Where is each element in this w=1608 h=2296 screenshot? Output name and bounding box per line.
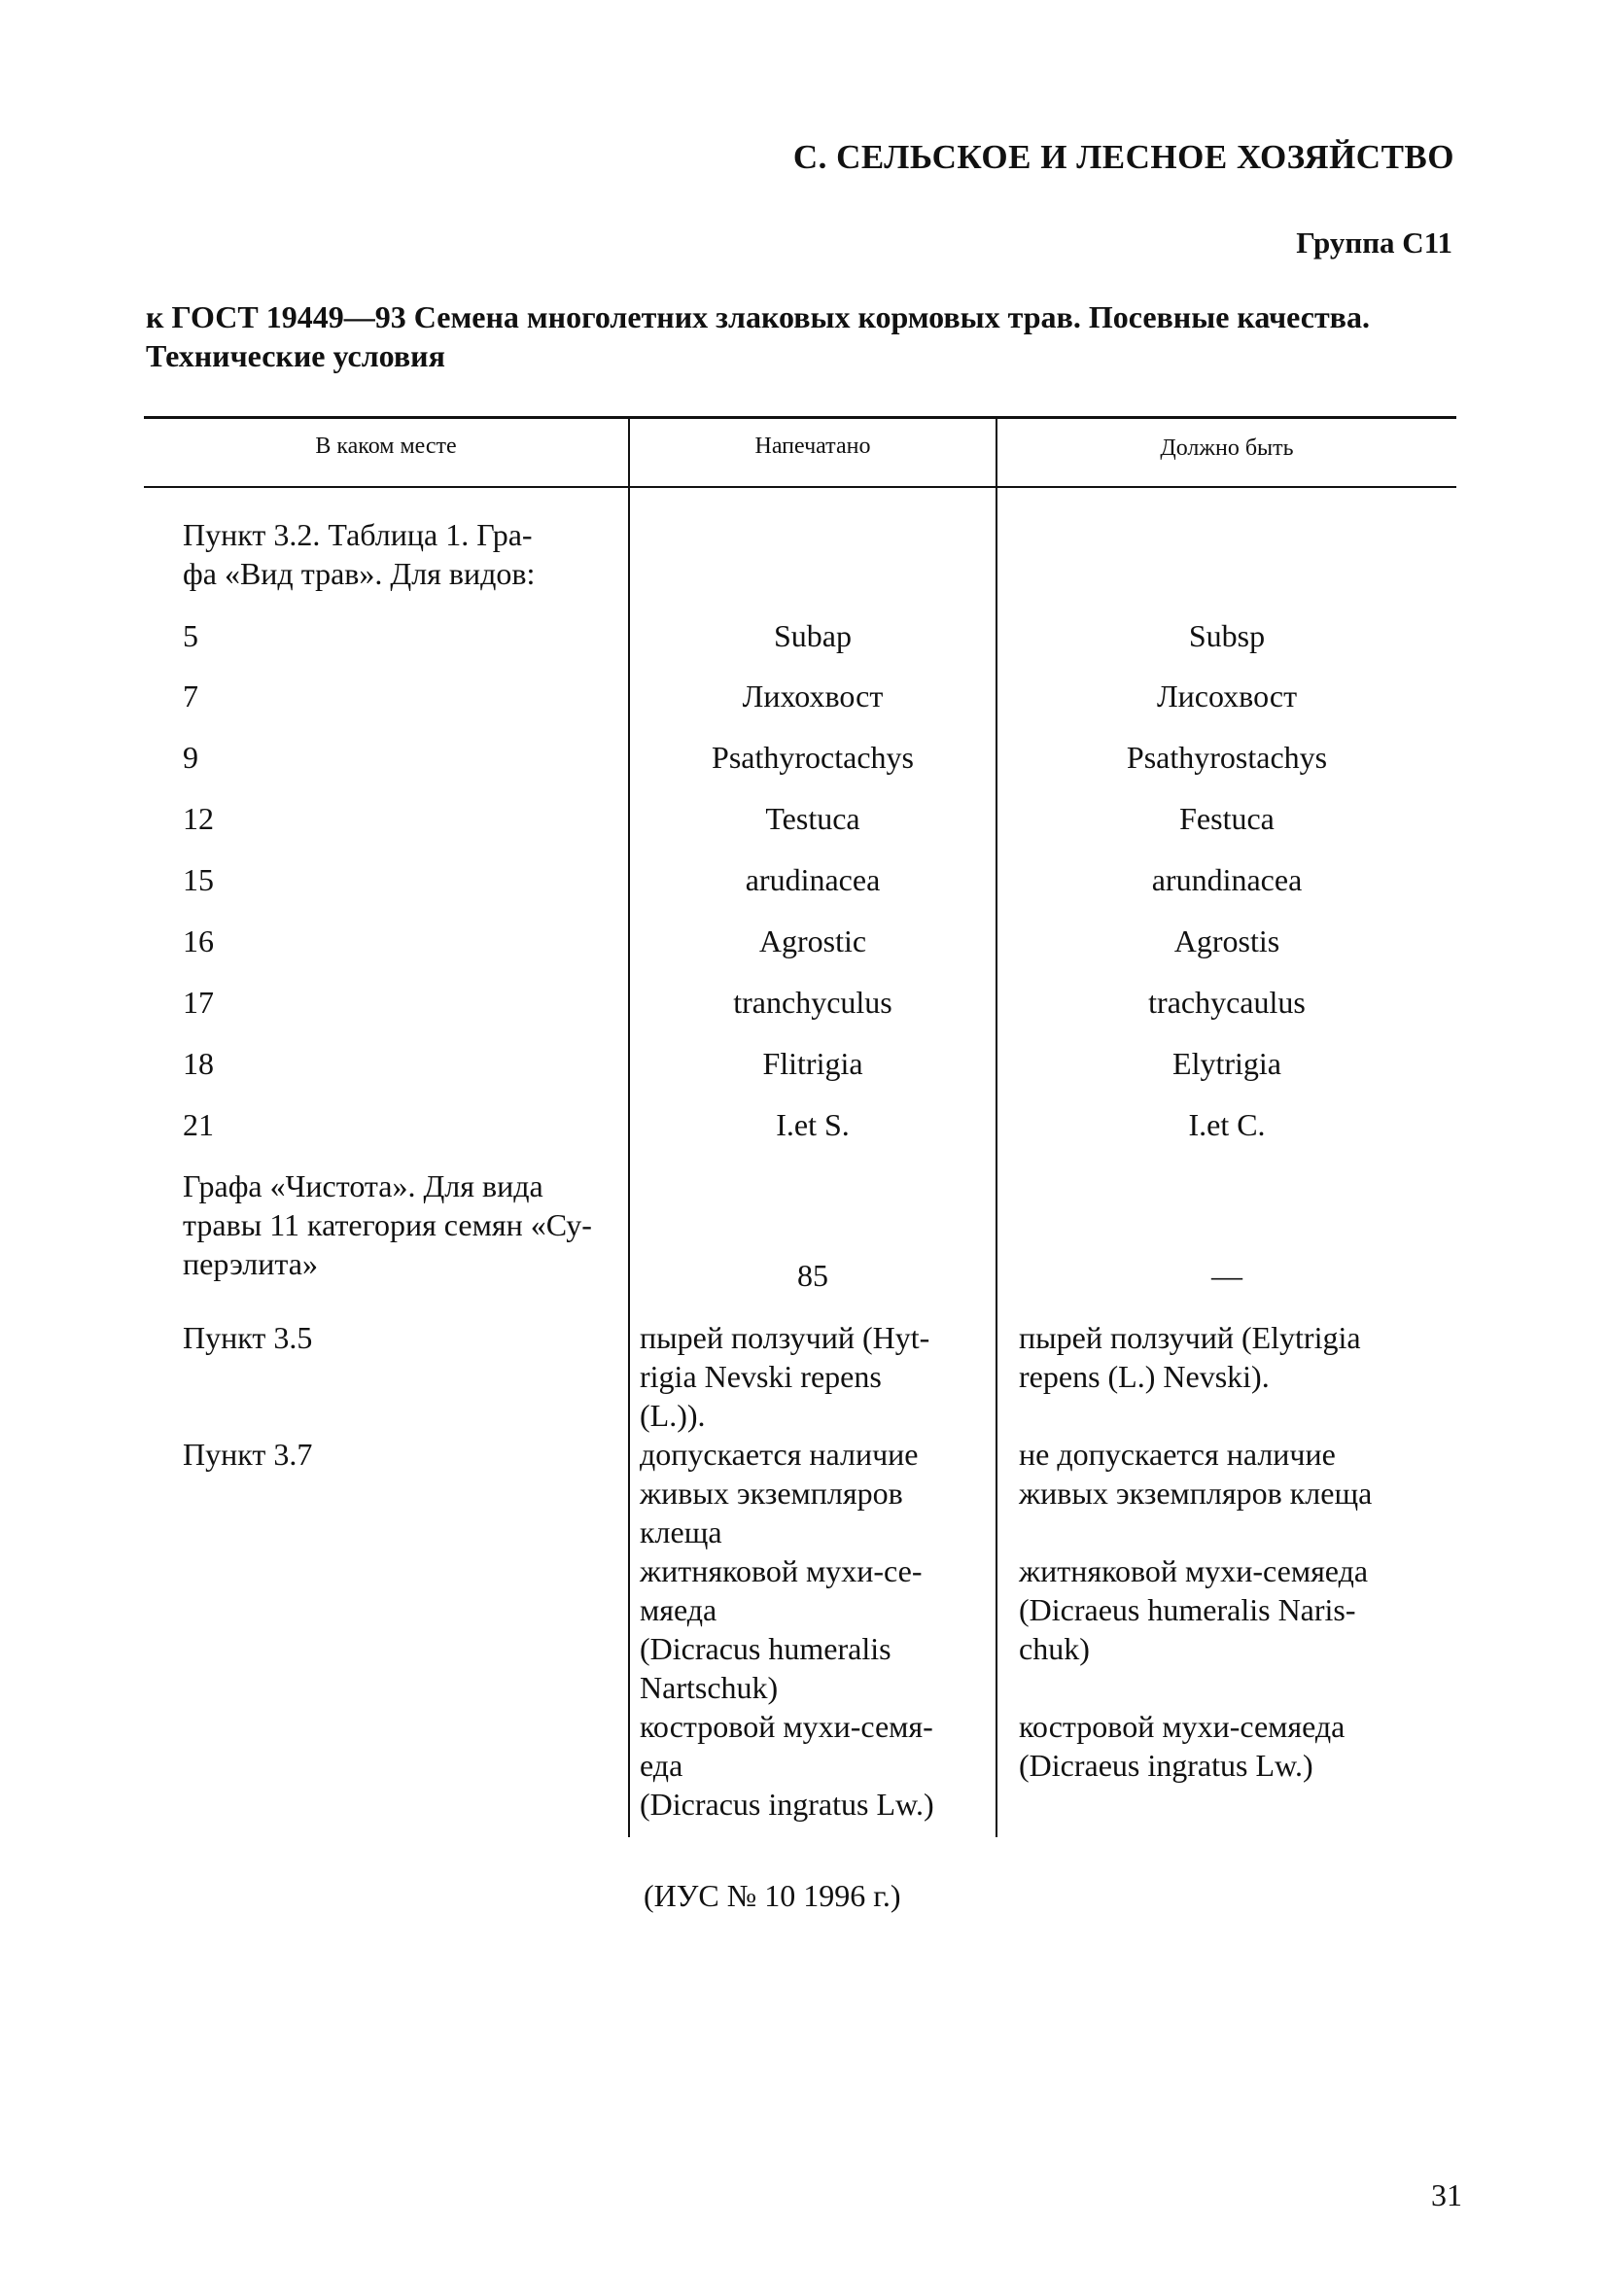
clause-3-7-printed: житняковой мухи-се- — [640, 1553, 923, 1588]
row-printed: Flitrigia — [762, 1046, 863, 1081]
row-place: 18 — [183, 1046, 214, 1081]
row-place: 21 — [183, 1107, 214, 1142]
clause-3-7-printed: Nartschuk) — [640, 1670, 779, 1705]
row-place: 7 — [183, 678, 198, 713]
row-should-be: I.et C. — [1188, 1107, 1266, 1142]
purity-printed: 85 — [797, 1258, 828, 1293]
header-should-be: Должно быть — [1160, 435, 1294, 461]
clause-3-7-printed: (Dicracus humeralis — [640, 1631, 891, 1666]
section-title: С. СЕЛЬСКОЕ И ЛЕСНОЕ ХОЗЯЙСТВО — [792, 138, 1454, 176]
row-place: 12 — [183, 801, 214, 836]
row-place: 5 — [183, 618, 198, 653]
row-place: 16 — [183, 923, 214, 958]
row-should-be: arundinacea — [1151, 862, 1303, 897]
page-number: 31 — [1431, 2177, 1462, 2212]
row-place: 15 — [183, 862, 214, 897]
errata-table — [144, 416, 1456, 1845]
row-printed: arudinacea — [745, 862, 881, 897]
clause-3-7-printed: допускается наличие — [640, 1437, 919, 1472]
group-label: Группа С11 — [1296, 226, 1452, 260]
row-printed: Testuca — [765, 801, 860, 836]
purity-should-be: — — [1211, 1258, 1242, 1293]
row-place: 17 — [183, 985, 214, 1020]
header-printed: Напечатано — [754, 434, 871, 459]
clause-3-7-printed: мяеда — [640, 1592, 717, 1627]
clause-3-5-place: Пункт 3.5 — [183, 1320, 313, 1355]
clause-3-7-should-be: chuk) — [1019, 1631, 1090, 1666]
clause-3-7-printed: клеща — [640, 1514, 722, 1549]
row-printed: Psathyroctachys — [712, 740, 914, 775]
row-should-be: trachycaulus — [1148, 985, 1306, 1020]
row-printed: Subap — [774, 618, 852, 653]
row-should-be: Лисохвост — [1156, 678, 1298, 713]
purity-line: перэлита» — [183, 1246, 318, 1281]
header-place: В каком месте — [315, 434, 457, 459]
clause-3-7-place: Пункт 3.7 — [183, 1437, 313, 1472]
row-printed: tranchyculus — [733, 985, 892, 1020]
clause-3-5-printed: rigia Nevski repens — [640, 1359, 882, 1394]
clause-3-7-printed: (Dicracus ingratus Lw.) — [640, 1787, 934, 1822]
clause-3-7-printed: костровой мухи-семя- — [640, 1709, 933, 1744]
row-should-be: Festuca — [1179, 801, 1275, 836]
clause-3-7-should-be: (Dicraeus ingratus Lw.) — [1019, 1748, 1313, 1783]
footer-note: (ИУС № 10 1996 г.) — [644, 1878, 901, 1913]
document-heading: к ГОСТ 19449—93 Семена многолетних злаковых кормовых трав. Посевные качества. Технические условия — [146, 299, 1370, 373]
clause-3-7-should-be: не допускается наличие — [1019, 1437, 1336, 1472]
table-header-rule — [144, 486, 1456, 488]
row-printed: I.et S. — [776, 1107, 850, 1142]
clause-3-5-printed: (L.)). — [640, 1398, 706, 1433]
row-printed: Agrostic — [758, 923, 867, 958]
intro-line: Пункт 3.2. Таблица 1. Гра- — [183, 517, 533, 552]
row-place: 9 — [183, 740, 198, 775]
clause-3-5-should-be: пырей ползучий (Elytrigia — [1019, 1320, 1361, 1355]
clause-3-5-printed: пырей ползучий (Hyt- — [640, 1320, 930, 1355]
purity-line: травы 11 категория семян «Су- — [183, 1207, 592, 1242]
row-should-be: Subsp — [1188, 618, 1266, 653]
clause-3-5-should-be: repens (L.) Nevski). — [1019, 1359, 1270, 1394]
clause-3-7-printed: живых экземпляров — [640, 1476, 903, 1511]
purity-line: Графа «Чистота». Для вида — [183, 1168, 543, 1203]
row-should-be: Psathyrostachys — [1126, 740, 1328, 775]
intro-line: фа «Вид трав». Для видов: — [183, 556, 536, 591]
table-top-rule — [144, 416, 1456, 419]
clause-3-7-should-be: костровой мухи-семяеда — [1019, 1709, 1346, 1744]
row-should-be: Agrostis — [1173, 923, 1280, 958]
clause-3-7-printed: еда — [640, 1748, 683, 1783]
row-printed: Лихохвост — [742, 678, 884, 713]
clause-3-7-should-be: житняковой мухи-семяеда — [1019, 1553, 1369, 1588]
row-should-be: Elytrigia — [1172, 1046, 1281, 1081]
clause-3-7-should-be: живых экземпляров клеща — [1019, 1476, 1373, 1511]
clause-3-7-should-be: (Dicraeus humeralis Naris- — [1019, 1592, 1356, 1627]
